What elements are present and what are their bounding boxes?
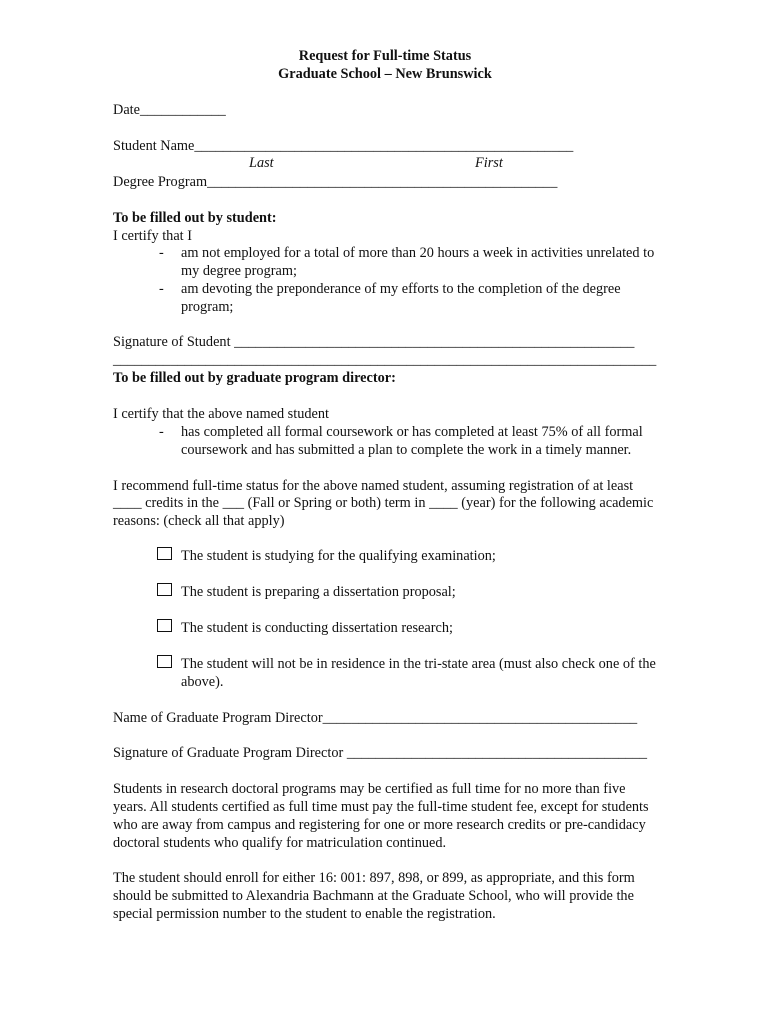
degree-program-field[interactable]: Degree Program_________________________________________________	[113, 174, 558, 190]
bullet-dash: -	[159, 245, 164, 261]
section-divider-rule: ____________________________________________________________________________	[113, 352, 657, 368]
director-section-heading: To be filled out by graduate program director:	[113, 370, 396, 386]
student-signature-field[interactable]: Signature of Student ________________________________________________________	[113, 334, 635, 350]
reason-label-dissertation-proposal: The student is preparing a dissertation proposal;	[181, 584, 456, 600]
reason-label-qualifying-exam: The student is studying for the qualifying examination;	[181, 548, 496, 564]
note-para-1-line-1: Students in research doctoral programs may be certified as full time for no more than five	[113, 781, 626, 797]
director-signature-field[interactable]: Signature of Graduate Program Director __________________________________________	[113, 745, 648, 761]
student-bullet-2-line-2: program;	[181, 299, 234, 315]
recommend-line-3: reasons: (check all that apply)	[113, 513, 285, 529]
note-para-2-line-3: special permission number to the student to enable the registration.	[113, 906, 496, 922]
director-name-field[interactable]: Name of Graduate Program Director____________________________________________	[113, 710, 638, 726]
note-para-1-line-4: doctoral students who qualify for matriculation continued.	[113, 835, 447, 851]
last-name-label: Last	[249, 155, 274, 171]
reason-checkbox-dissertation-research[interactable]	[157, 619, 172, 632]
director-certify-intro: I certify that the above named student	[113, 406, 329, 422]
reason-checkbox-dissertation-proposal[interactable]	[157, 583, 172, 596]
recommend-line-1: I recommend full-time status for the above named student, assuming registration of at least	[113, 478, 634, 494]
reason-checkbox-not-in-residence[interactable]	[157, 655, 172, 668]
note-para-1-line-3: who are away from campus and registering for one or more research credits or pre-candidacy	[113, 817, 646, 833]
form-subtitle: Graduate School – New Brunswick	[278, 66, 492, 82]
director-bullet-1-line-1: has completed all formal coursework or has completed at least 75% of all formal	[181, 424, 643, 440]
note-para-2-line-2: should be submitted to Alexandria Bachmann at the Graduate School, who will provide the	[113, 888, 634, 904]
note-para-1-line-2: years. All students certified as full time must pay the full-time student fee, except for students	[113, 799, 649, 815]
form-title: Request for Full-time Status	[298, 48, 472, 64]
student-name-field[interactable]: Student Name_____________________________________________________	[113, 138, 574, 154]
reason-checkbox-qualifying-exam[interactable]	[157, 547, 172, 560]
first-name-label: First	[475, 155, 503, 171]
student-bullet-2-line-1: am devoting the preponderance of my efforts to the completion of the degree	[181, 281, 621, 297]
student-bullet-1-line-1: am not employed for a total of more than 20 hours a week in activities unrelated to	[181, 245, 655, 261]
student-bullet-1-line-2: my degree program;	[181, 263, 297, 279]
recommend-line-2[interactable]: ____ credits in the ___ (Fall or Spring or both) term in ____ (year) for the following academic	[113, 495, 654, 511]
student-section-heading: To be filled out by student:	[113, 210, 277, 226]
bullet-dash: -	[159, 424, 164, 440]
student-certify-intro: I certify that I	[113, 228, 192, 244]
reason-label-not-in-residence-line-1: The student will not be in residence in the tri-state area (must also check one of the	[181, 656, 656, 672]
reason-label-not-in-residence-line-2: above).	[181, 674, 224, 690]
reason-label-dissertation-research: The student is conducting dissertation research;	[181, 620, 453, 636]
note-para-2-line-1: The student should enroll for either 16: 001: 897, 898, or 899, as appropriate, and this form	[113, 870, 635, 886]
date-field[interactable]: Date____________	[113, 102, 226, 118]
director-bullet-1-line-2: coursework and has submitted a plan to complete the work in a timely manner.	[181, 442, 632, 458]
bullet-dash: -	[159, 281, 164, 297]
